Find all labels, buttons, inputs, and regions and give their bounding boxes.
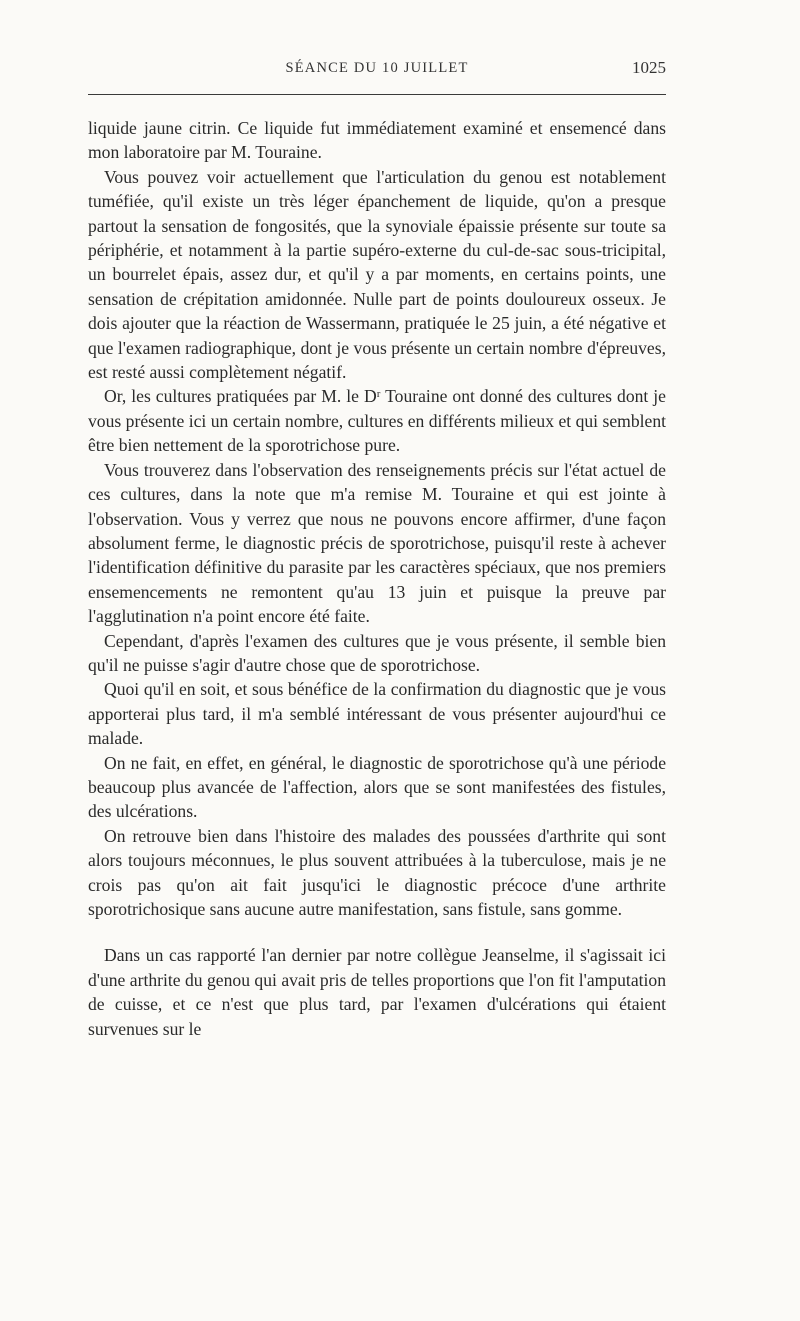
paragraph: Or, les cultures pratiquées par M. le Dʳ Touraine ont donné des cultures dont je vous présente ici un certain nombre, cultures en différents milieux et qui semblent être bien nettement de la sporotrichose pure. [88, 386, 666, 456]
paragraph: On retrouve bien dans l'histoire des malades des poussées d'arthrite qui sont alors toujours méconnues, le plus souvent attribuées à la tuberculose, mais je ne crois pas qu'on ait fait jusqu'ici le diagnostic précoce d'une arthrite sporotrichosique sans aucune autre manifestation, sans fistule, sans gomme. [88, 825, 666, 919]
header-rule [88, 94, 666, 95]
page-number: 1025 [632, 58, 666, 77]
paragraph: Quoi qu'il en soit, et sous bénéfice de la confirmation du diagnostic que je vous apporterai plus tard, il m'a semblé intéressant de vous présenter aujourd'hui ce malade. [88, 679, 666, 749]
paragraph: Cependant, d'après l'examen des cultures que je vous présente, il semble bien qu'il ne puisse s'agir d'autre chose que de sporotrichose. [88, 630, 666, 675]
paragraph: liquide jaune citrin. Ce liquide fut immédiatement examiné et ensemencé dans mon laboratoire par M. Touraine. [88, 118, 666, 163]
body-text [88, 116, 666, 1041]
paragraph: On ne fait, en effet, en général, le diagnostic de sporotrichose qu'à une période beaucoup plus avancée de l'affection, alors que se sont manifestées des fistules, des ulcérations. [88, 752, 666, 822]
paragraph: Vous pouvez voir actuellement que l'articulation du genou est notablement tuméfiée, qu'il existe un très léger épanchement de liquide, qu'on a presque partout la sensation de fongosités, que la synoviale épaissie présente sur toute sa périphérie, et notamment à la partie supéro-externe du cul-de-sac sous-tricipital, un bourrelet épais, assez dur, et qu'il y a par moments, en certains points, une sensation de crépitation amidonnée. Nulle part de points douloureux osseux. Je dois ajouter que la réaction de Wassermann, pratiquée le 25 juin, a été négative et que l'examen radiographique, dont je vous présente un certain nombre d'épreuves, est resté aussi complètement négatif. [88, 166, 666, 383]
paragraph: Vous trouverez dans l'observation des renseignements précis sur l'état actuel de ces cultures, dans la note que m'a remise M. Touraine et qui est jointe à l'observation. Vous y verrez que nous ne pouvons encore affirmer, d'une façon absolument ferme, le diagnostic précis de sporotrichose, puisqu'il reste à achever l'identification définitive du parasite par les caractères spéciaux, que nos premiers ensemencements ne remontent qu'au 13 juin et puisque la preuve par l'agglutination n'a point encore été faite. [88, 459, 666, 627]
paragraph-gap [88, 921, 666, 943]
running-header [88, 58, 666, 86]
paragraph: Dans un cas rapporté l'an dernier par notre collègue Jeanselme, il s'agissait ici d'une arthrite du genou qui avait pris de telles proportions que l'on fit l'amputation de cuisse, et ce n'est que plus tard, par l'examen d'ulcérations qui étaient survenues sur le [88, 945, 666, 1039]
running-title: SÉANCE DU 10 JUILLET [285, 60, 469, 76]
